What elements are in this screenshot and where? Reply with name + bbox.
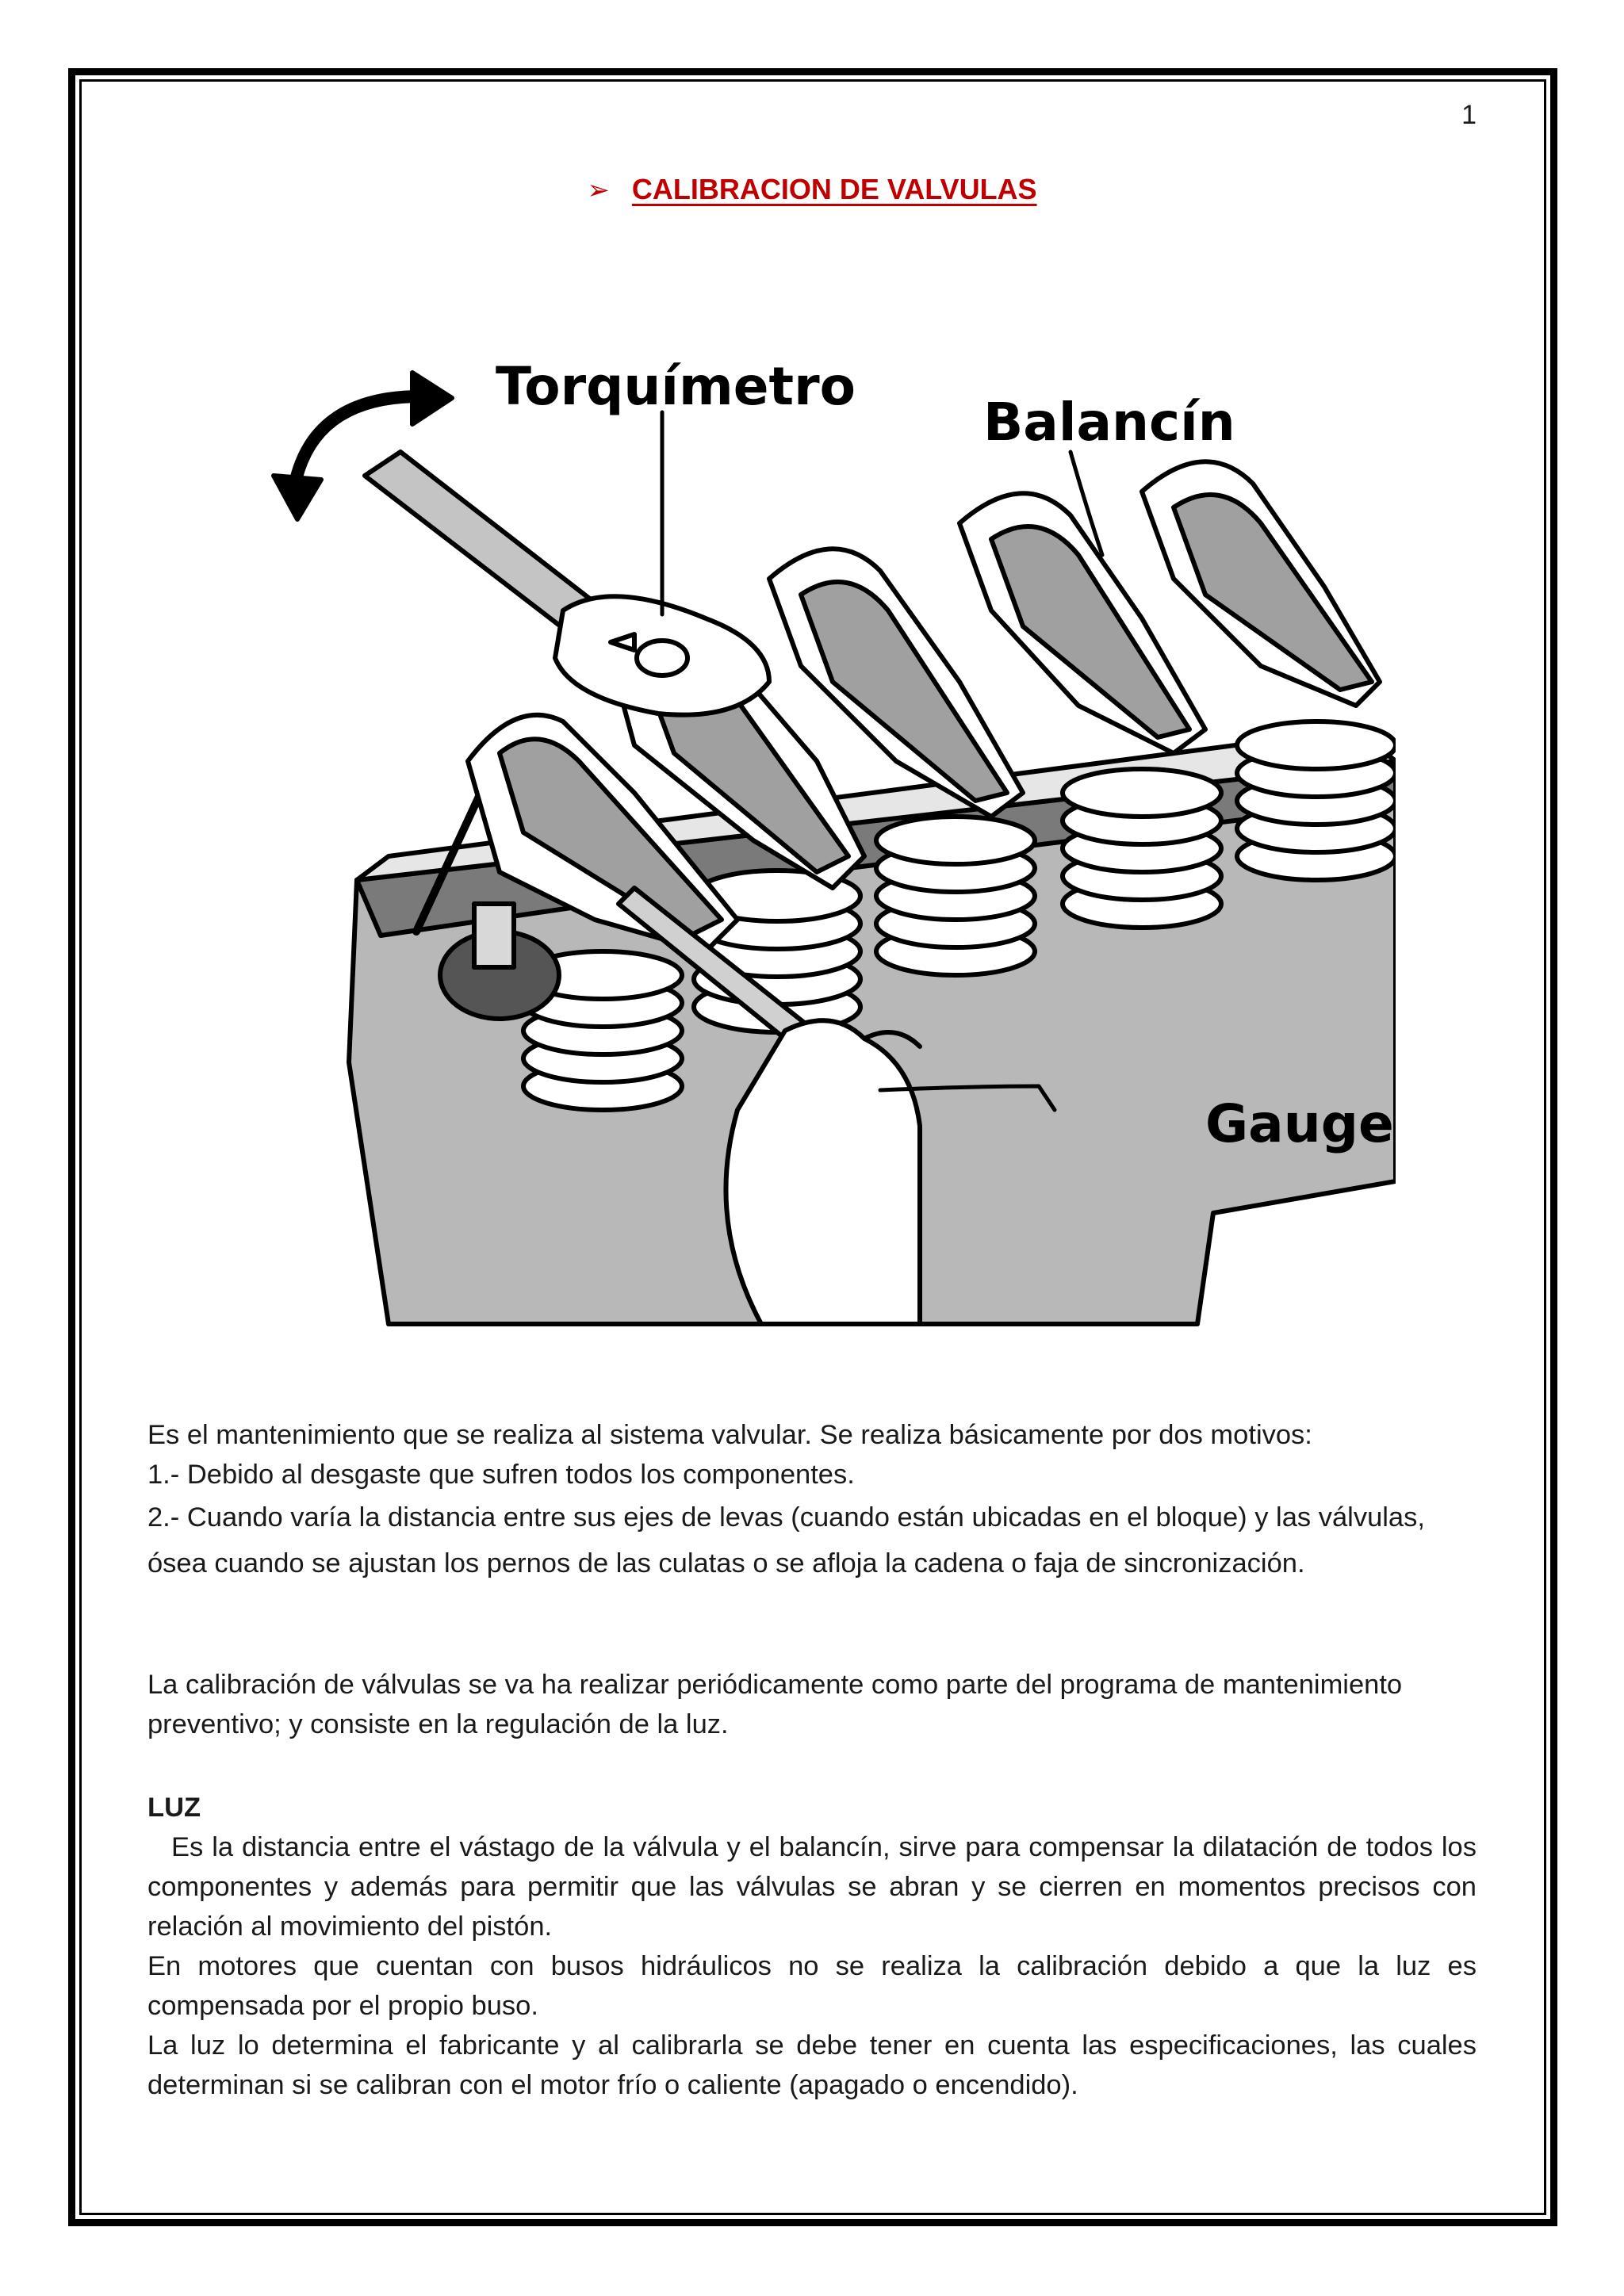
intro-line-3: 2.- Cuando varía la distancia entre sus ejes de levas (cuando están ubicadas en el bloque) y las válvulas, ósea cuando se ajustan los pernos de las culatas o se afloja la cadena o faja de sincronización.: [147, 1502, 1425, 1578]
stud: [474, 904, 514, 967]
wrench-handle: [365, 452, 595, 634]
illustration-svg: [262, 349, 1396, 1332]
label-balancin: Balancín: [983, 392, 1235, 453]
intro-line-1: Es el mantenimiento que se realiza al sistema valvular. Se realiza básicamente por dos motivos:: [147, 1420, 1312, 1450]
arrow-bullet-icon: ➢: [587, 175, 610, 205]
label-torquimetro: Torquímetro: [496, 356, 856, 417]
page-number: 1: [1461, 100, 1477, 130]
page-title-text: CALIBRACION DE VALVULAS: [631, 173, 1037, 205]
luz-paragraph-3: La luz lo determina el fabricante y al calibrarla se debe tener en cuenta las especificaciones, las cuales determinan si se calibran con el motor frío o caliente (apagado o encendido).: [147, 2030, 1477, 2100]
intro-block: [147, 1415, 1477, 1586]
calibration-paragraph: La calibración de válvulas se va ha realizar periódicamente como parte del programa de mantenimiento preventivo; y consiste en la regulación de la luz.: [147, 1670, 1403, 1739]
luz-section: [147, 1788, 1477, 2105]
luz-heading: LUZ: [147, 1793, 201, 1823]
page-title: [0, 173, 1624, 206]
label-gauge: Gauge: [1205, 1093, 1394, 1154]
luz-paragraph-1: Es la distancia entre el vástago de la válvula y el balancín, sirve para compensar la dilatación de todos los componentes y además para permitir que las válvulas se abran y se cierren en momentos precisos con relación al movimiento del pistón.: [147, 1832, 1477, 1942]
luz-paragraph-2: En motores que cuentan con busos hidráulicos no se realiza la calibración debido a que la luz es compensada por el propio buso.: [147, 1951, 1477, 2021]
intro-line-2: 1.- Debido al desgaste que sufren todos los componentes.: [147, 1460, 855, 1490]
valve-calibration-illustration: [262, 349, 1396, 1332]
